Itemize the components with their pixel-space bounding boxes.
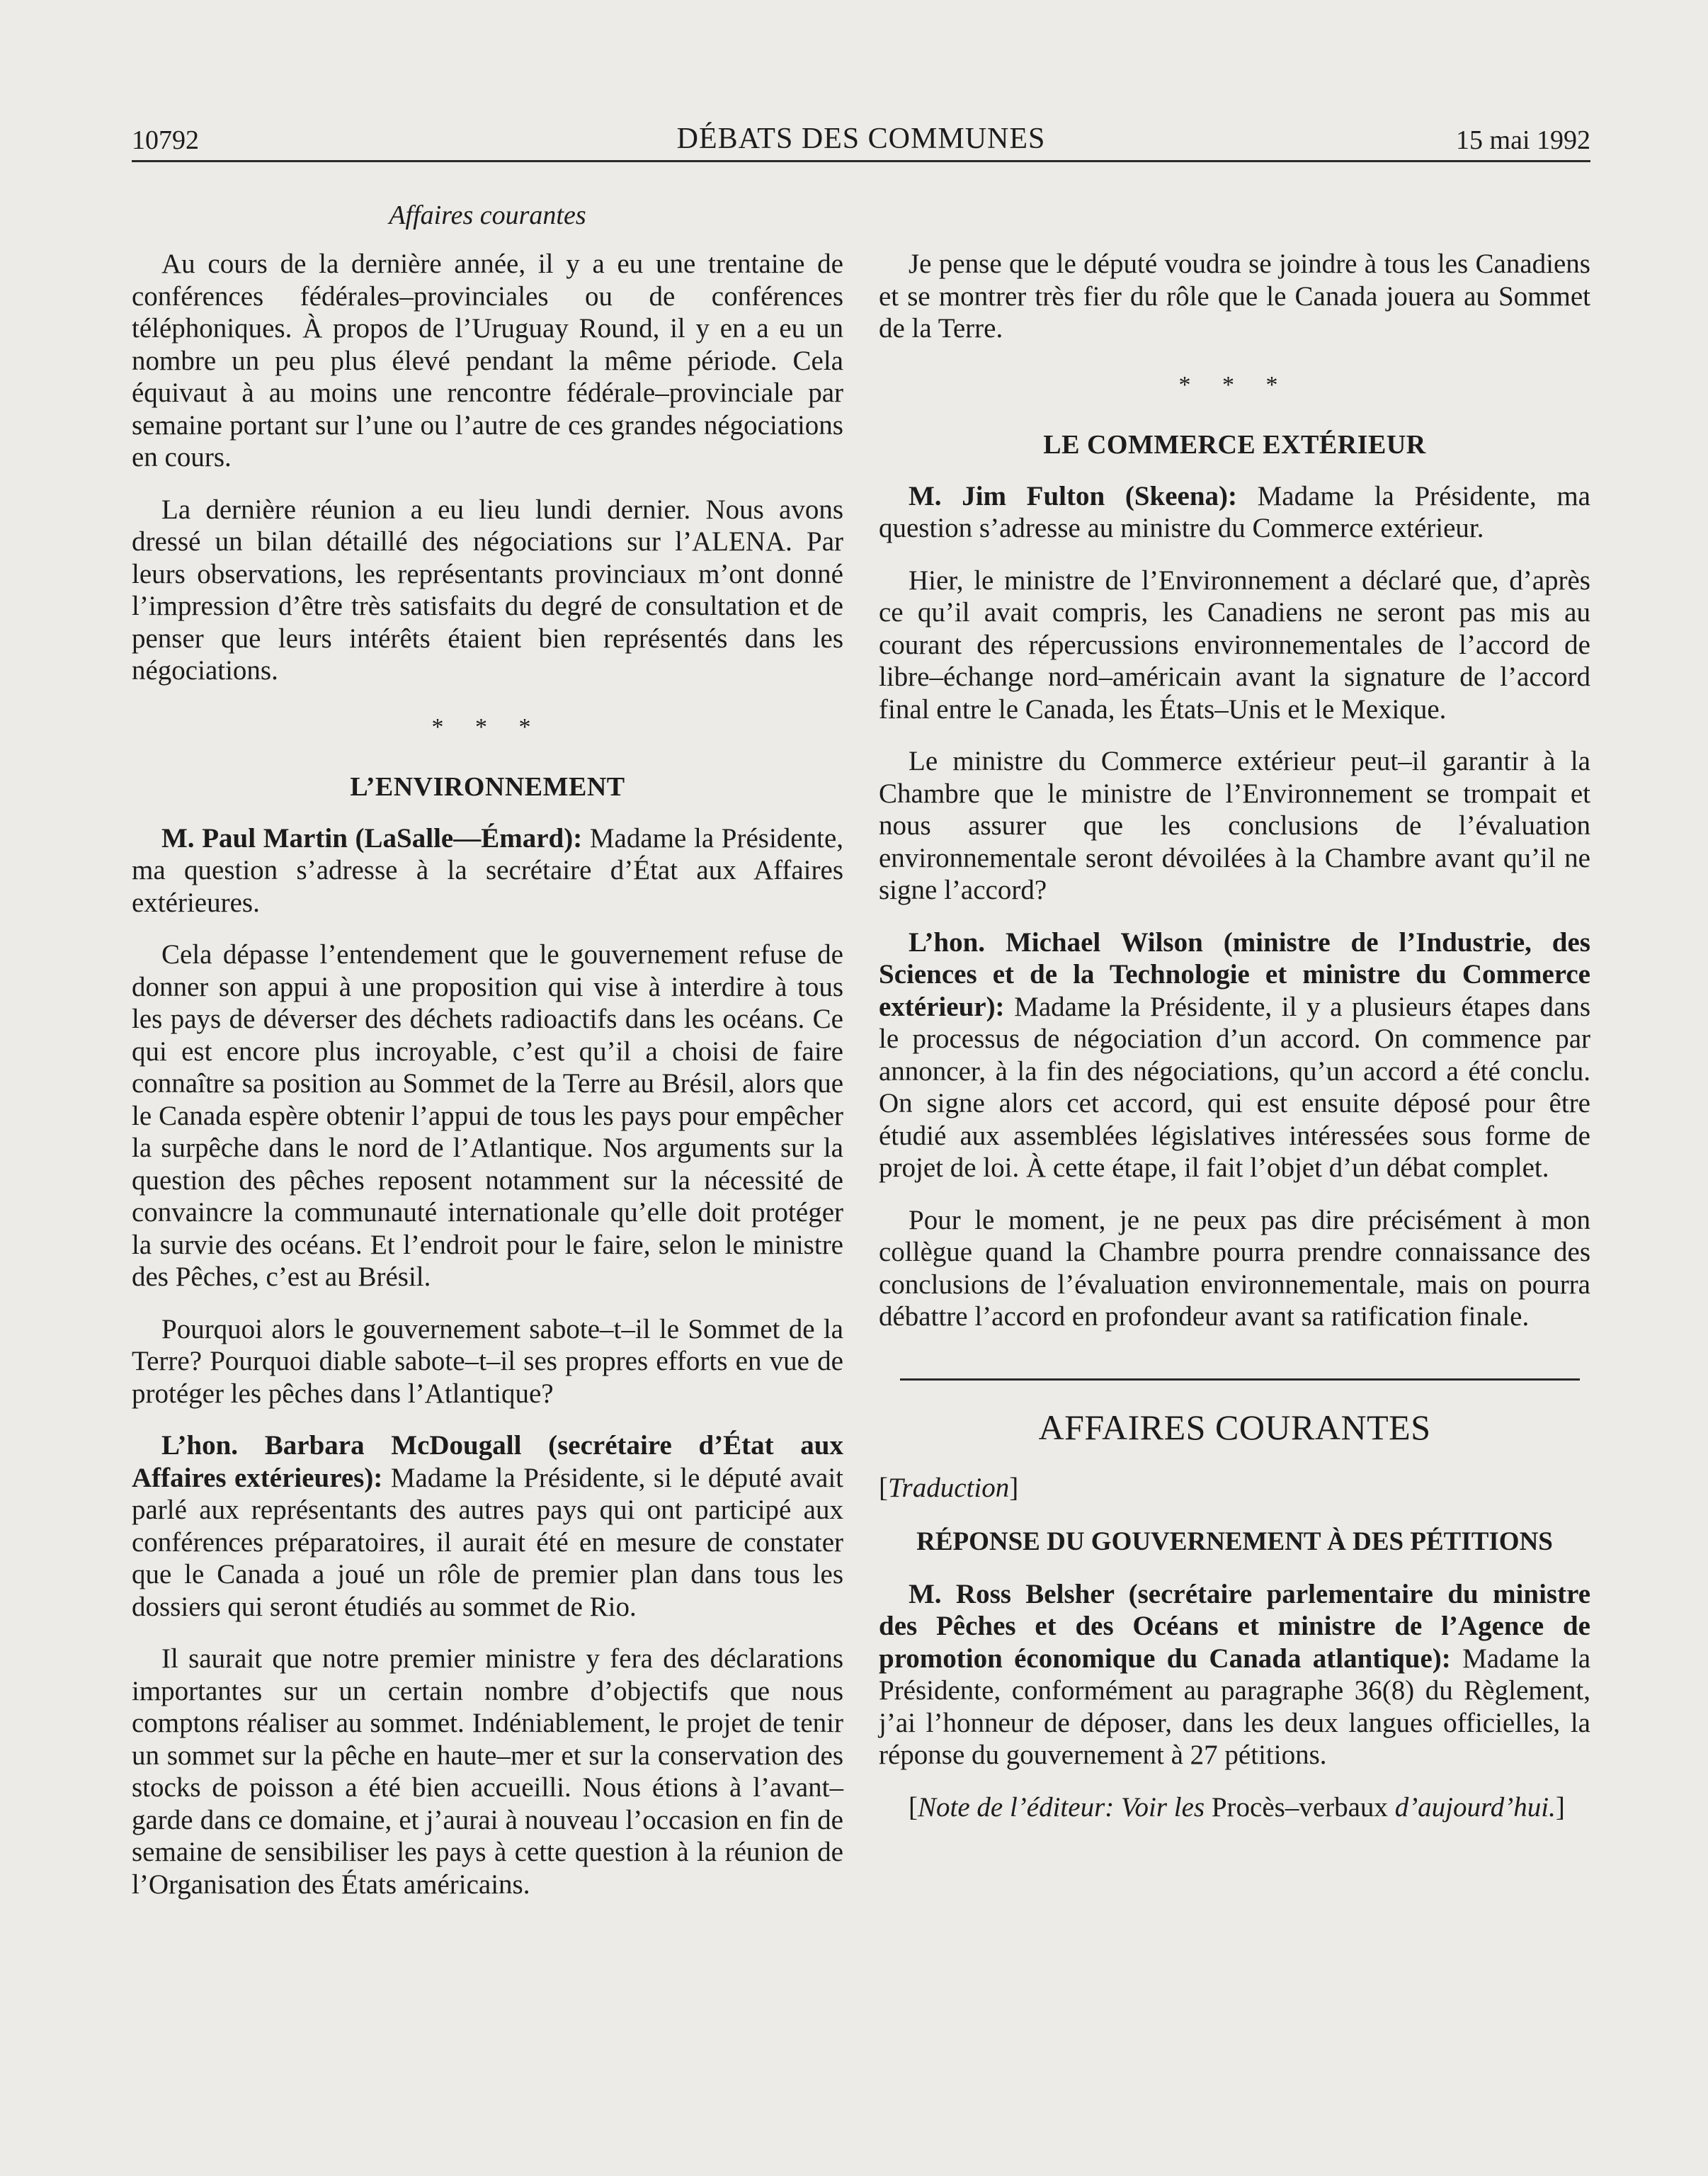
speech-text: Madame la Présidente, ma question s’adresse au ministre du Commerce extérieur. [879,480,1590,543]
speaker-name: M. Ross Belsher (secrétaire parlementaire du ministre des Pêches et des Océans et ministre de l’Agence de promotion économique du Canada atlantique): [879,1578,1590,1674]
heading-commerce-exterieur: LE COMMERCE EXTÉRIEUR [1043,430,1426,460]
left-column [132,248,843,1920]
section-separator-stars: * * * [431,713,544,740]
speaker-name: L’hon. Barbara McDougall (secrétaire d’État aux Affaires extérieures): [132,1430,843,1493]
speech-paragraph [879,480,1590,545]
section-divider [900,1378,1580,1381]
translation-label: Traduction [888,1473,1010,1503]
speech-paragraph [879,1578,1590,1772]
paragraph: Je pense que le député voudra se joindre à tous les Canadiens et se montrer très fier du rôle que le Canada jouera au Sommet de la Terre. [879,249,1590,344]
section-separator-stars: * * * [1178,371,1291,398]
speaker-name: M. Jim Fulton (Skeena): [909,480,1237,511]
editor-note: [Note de l’éditeur: Voir les Procès–verbaux d’aujourd’hui.] [909,1791,1565,1823]
publication-date: 15 mai 1992 [1456,125,1590,155]
paragraph: Au cours de la dernière année, il y a eu une trentaine de conférences fédérales–provinciales ou de conférences téléphoniques. À propos de l’Uruguay Round, il y en a eu un nombre un peu plus élevé pendant la même période. Cela équivaut à au moins une rencontre fédérale–provinciale par semaine portant sur l’une ou l’autre de ces grandes négociations en cours. [132,249,843,472]
editor-note-part: d’aujourd’hui. [1394,1791,1556,1823]
editor-note-part: Note de l’éditeur: Voir les [918,1791,1205,1823]
speech-text: Madame la Présidente, il y a plusieurs étapes dans le processus de négociation d’un accord. On commence par annoncer, à la fin des négociations, qu’un accord a été conclu. On signe alors cet accord, qui est ensuite déposé pour être étudié aux assemblées législatives intéressées sous forme de projet de loi. À cette étape, il fait l’objet d’un débat complet. [879,991,1591,1183]
running-section-label: Affaires courantes [389,200,586,230]
paragraph: Il saurait que notre premier ministre y fera des déclarations importantes sur un certain nombre d’objectifs que nous comptons réaliser au sommet. Indéniablement, le projet de tenir un sommet sur la pêche en haute–mer et sur la conservation des stocks de poisson a été bien accueilli. Nous étions à l’avant–garde dans ce domaine, et j’aurai à nouveau l’occasion en fin de semaine de sensibiliser les pays à cette question à la réunion de l’Organisation des États américains. [132,1643,843,1900]
header-rule [132,160,1590,162]
speech-paragraph [879,926,1590,1184]
paragraph: Cela dépasse l’entendement que le gouvernement refuse de donner son appui à une proposition qui vise à interdire à tous les pays de déverser des déchets radioactifs dans les océans. Ce qui est encore plus incroyable, c’est qu’il a choisi de faire connaître sa position au Sommet de la Terre au Brésil, alors que le Canada espère obtenir l’appui de tous les pays pour empêcher la surpêche dans le nord de l’Atlantique. Nos arguments sur la question des pêches reposent notamment sur la nécessité de convaincre la communauté internationale qu’elle doit protéger la survie des océans. Et l’endroit pour le faire, selon le ministre des Pêches, c’est au Brésil. [132,939,843,1292]
heading-reponse-petitions: RÉPONSE DU GOUVERNEMENT À DES PÉTITIONS [916,1526,1553,1556]
paragraph: Pour le moment, je ne peux pas dire précisément à mon collègue quand la Chambre pourra prendre connaissance des conclusions de l’évaluation environnementale, mais on pourra débattre l’accord en profondeur avant sa ratification finale. [879,1204,1590,1332]
page-number: 10792 [132,125,199,155]
heading-affaires-courantes: AFFAIRES COURANTES [1038,1407,1431,1447]
paragraph: La dernière réunion a eu lieu lundi dernier. Nous avons dressé un bilan détaillé des négociations sur l’ALENA. Par leurs observations, les représentants provinciaux m’ont donné l’impression d’être très satisfaits du degré de consultation et de penser que leurs intérêts étaient bien représentés dans les négociations. [132,494,843,686]
speech-paragraph [132,822,843,919]
right-column [879,248,1590,1843]
speaker-name: L’hon. Michael Wilson (ministre de l’Industrie, des Sciences et de la Technologie et ministre du Commerce extérieur): [879,926,1590,1022]
speech-paragraph [132,1429,843,1623]
speech-text: Madame la Présidente, si le député avait parlé aux représentants des autres pays qui ont participé aux conférences préparatoires, il aurait été en mesure de constater que le Canada a joué un rôle de premier plan dans tous les dossiers qui seront étudiés au sommet de Rio. [132,1462,844,1622]
paragraph: Le ministre du Commerce extérieur peut–il garantir à la Chambre que le ministre de l’Environnement se trompait et nous assurer que les conclusions de l’évaluation environnementale seront dévoilées à la Chambre avant qu’il ne signe l’accord? [879,746,1590,905]
heading-environnement: L’ENVIRONNEMENT [350,772,625,802]
speech-text: Madame la Présidente, ma question s’adresse à la secrétaire d’État aux Affaires extérieures. [132,822,844,918]
paragraph: Hier, le ministre de l’Environnement a déclaré que, d’après ce qu’il avait compris, les Canadiens ne seront pas mis au courant des répercussions environnementales de l’accord de libre–échange nord–américain avant la signature de l’accord final entre le Canada, les États–Unis et le Mexique. [879,565,1590,725]
translation-note: [Traduction] [879,1473,1019,1503]
editor-note-part: Procès–verbaux [1211,1791,1388,1823]
page-header [132,120,1590,163]
speech-text: Madame la Présidente, conformément au paragraphe 36(8) du Règlement, j’ai l’honneur de déposer, dans les deux langues officielles, la réponse du gouvernement à 27 pétitions. [879,1643,1591,1770]
publication-title: DÉBATS DES COMMUNES [676,123,1046,155]
paragraph: Pourquoi alors le gouvernement sabote–t–il le Sommet de la Terre? Pourquoi diable sabote–t–il ses propres efforts en vue de protéger les pêches dans l’Atlantique? [132,1313,843,1409]
speaker-name: M. Paul Martin (LaSalle—Émard): [161,822,583,854]
